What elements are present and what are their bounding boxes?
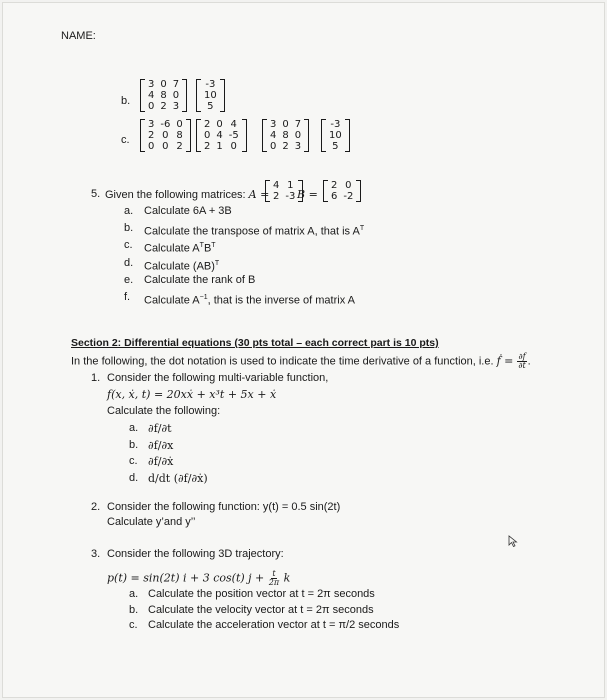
traj-frac-num: t: [272, 569, 276, 578]
q3-number: 3.: [91, 548, 101, 560]
matrix-cell: 2: [282, 141, 289, 152]
matrix-cell: 4: [273, 180, 280, 191]
matrix-cell: 6: [331, 191, 338, 202]
matrix-cell: 0: [148, 141, 155, 152]
q5-intro: [105, 188, 269, 202]
q2-number: 2.: [91, 501, 101, 513]
q3-items-text: Calculate the acceleration vector at t = π/2 seconds: [148, 619, 400, 631]
matrix-cell: 0: [282, 119, 289, 130]
matrix-cell: 0: [204, 130, 211, 141]
matrix-cell: 5: [207, 101, 214, 112]
q1-calc: Calculate the following:: [107, 405, 221, 417]
matrix-cell: 2: [204, 119, 211, 130]
intro-fraction: [517, 353, 526, 370]
matrix-cell: 4: [270, 130, 277, 141]
q1-function: f(x, ẋ, t) = 20xẋ + x³t + 5x + ẋ: [107, 388, 277, 401]
matrix-cell: 4: [148, 90, 155, 101]
q1-text: Consider the following multi-variable function,: [107, 372, 329, 384]
bracket-right: [242, 119, 247, 152]
matrix-cell: 2: [331, 180, 338, 191]
q1-items-text: ∂f/∂ẋ: [148, 455, 174, 468]
matrix-B: [323, 180, 361, 202]
fdot: ḟ =: [496, 354, 514, 368]
matrix-cell: 10: [329, 130, 342, 141]
q5-items-label: f.: [124, 291, 131, 303]
q2-calc: Calculate y’and y’’: [107, 516, 196, 528]
matrix-c-2: [196, 119, 247, 152]
q3-items-label: c.: [129, 619, 138, 631]
matrix-cell: 2: [176, 141, 183, 152]
q3-items-text: Calculate the position vector at t = 2π seconds: [148, 588, 375, 600]
vector-b: [196, 79, 225, 112]
document-page: [2, 2, 605, 698]
matrix-cell: 0: [216, 119, 223, 130]
matrix-cell: 1: [287, 180, 294, 191]
matrix-cell: 1: [216, 141, 223, 152]
q3-trajectory: [107, 570, 290, 587]
q1-items-label: c.: [129, 455, 138, 467]
q1-items-label: b.: [129, 438, 139, 451]
traj-end: k: [283, 571, 291, 585]
q5-items-label: e.: [124, 273, 134, 286]
matrix-b-1: [140, 79, 187, 112]
matrix-cell: 7: [294, 119, 302, 130]
q5-items-label: a.: [124, 205, 134, 217]
q5-items-text: Calculate the transpose of matrix A, that is $A^T$: [144, 225, 365, 238]
q5-items-label: c.: [124, 239, 133, 252]
matrix-cell: 7: [172, 79, 180, 90]
matrix-cell: 3: [148, 79, 155, 90]
matrix-cell: 3: [294, 141, 302, 152]
q3-items-text: Calculate the velocity vector at t = 2π seconds: [148, 603, 374, 616]
name-label: NAME:: [61, 30, 96, 42]
matrix-cell: 3: [148, 119, 155, 130]
bracket-right: [186, 119, 191, 152]
item-c-label: c.: [121, 134, 130, 146]
matrix-cell: 2: [204, 141, 211, 152]
q5-b-label: B =: [297, 188, 318, 201]
matrix-cell: 3: [270, 119, 277, 130]
matrix-cell: 2: [273, 191, 280, 202]
matrix-c-1: [140, 119, 191, 152]
matrix-cell: -5: [228, 130, 239, 141]
q3-items-label: b.: [129, 603, 139, 616]
matrix-cell: 0: [176, 119, 183, 130]
matrix-cell: 2: [160, 101, 167, 112]
matrix-cell: 3: [172, 101, 180, 112]
matrix-cell: 0: [230, 141, 237, 152]
vector-c: [321, 119, 350, 152]
matrix-cell: 0: [294, 130, 302, 141]
q1-items-text: ∂f/∂t: [148, 422, 172, 435]
bracket-right: [304, 119, 309, 152]
section2-intro: [71, 353, 531, 370]
matrix-cell: 0: [160, 79, 167, 90]
bracket-right: [220, 79, 225, 112]
matrix-cell: -3: [330, 119, 341, 130]
matrix-cell: 0: [345, 180, 352, 191]
matrix-cell: 0: [172, 90, 180, 101]
q5-items-text: Calculate $A^{-1}$, that is the inverse of matrix A: [144, 294, 355, 307]
matrix-c-3: [262, 119, 309, 152]
q5-number: 5.: [91, 188, 101, 200]
matrix-cell: 0: [162, 130, 169, 141]
traj-frac-den: 2π: [268, 578, 280, 587]
matrix-cell: -3: [205, 79, 216, 90]
q3-text: Consider the following 3D trajectory:: [107, 548, 284, 560]
bracket-right: [345, 119, 350, 152]
matrix-cell: 8: [160, 90, 167, 101]
intro-end: .: [527, 355, 531, 368]
bracket-right: [182, 79, 187, 112]
matrix-cell: 8: [176, 130, 183, 141]
matrix-cell: -6: [160, 119, 171, 130]
section2-intro-text: In the following, the dot notation is used to indicate the time derivative of a function, i.e.: [71, 355, 497, 368]
q5-items-text: Calculate $A^TB^T$: [144, 242, 216, 256]
q5-items-label: d.: [124, 256, 134, 269]
q5-intro-text: Given the following matrices:: [105, 189, 249, 201]
q1-items-text: ∂f/∂x: [148, 438, 174, 452]
q5-a-label: A =: [248, 188, 270, 201]
matrix-cell: 4: [230, 119, 237, 130]
matrix-cell: 0: [270, 141, 277, 152]
matrix-cell: 0: [148, 101, 155, 112]
matrix-cell: -2: [343, 191, 354, 202]
mouse-cursor-icon: [508, 535, 518, 547]
q2-text: Consider the following function: y(t) = 0.5 sin(2t): [107, 501, 341, 513]
q5-items-text: Calculate the rank of B: [144, 273, 256, 286]
matrix-cell: 5: [332, 141, 339, 152]
traj-fraction: [269, 570, 279, 587]
section2-title: Section 2: Differential equations (30 pts total – each correct part is 10 pts): [71, 337, 439, 349]
intro-frac-num: ∂f: [518, 352, 526, 361]
q1-items-text: d/dt (∂f/∂ẋ): [148, 471, 208, 485]
item-b-label: b.: [121, 95, 131, 107]
matrix-cell: -3: [285, 191, 296, 202]
matrix-cell: 8: [282, 130, 289, 141]
q5-items-text: Calculate 6A + 3B: [144, 205, 232, 217]
matrix-cell: 2: [148, 130, 155, 141]
q5-items-label: b.: [124, 222, 134, 235]
q1-number: 1.: [91, 372, 101, 384]
traj-start: p(t) = sin(2t) i + 3 cos(t) j +: [107, 571, 265, 585]
q1-items-label: a.: [129, 422, 139, 434]
bracket-right: [356, 180, 361, 202]
matrix-cell: 4: [216, 130, 223, 141]
matrix-cell: 0: [162, 141, 169, 152]
intro-frac-den: ∂t: [518, 361, 526, 370]
q3-items-label: a.: [129, 588, 139, 600]
q1-items-label: d.: [129, 471, 139, 484]
matrix-cell: 10: [204, 90, 217, 101]
q5-items-text: Calculate (AB)$^T$: [144, 259, 220, 273]
